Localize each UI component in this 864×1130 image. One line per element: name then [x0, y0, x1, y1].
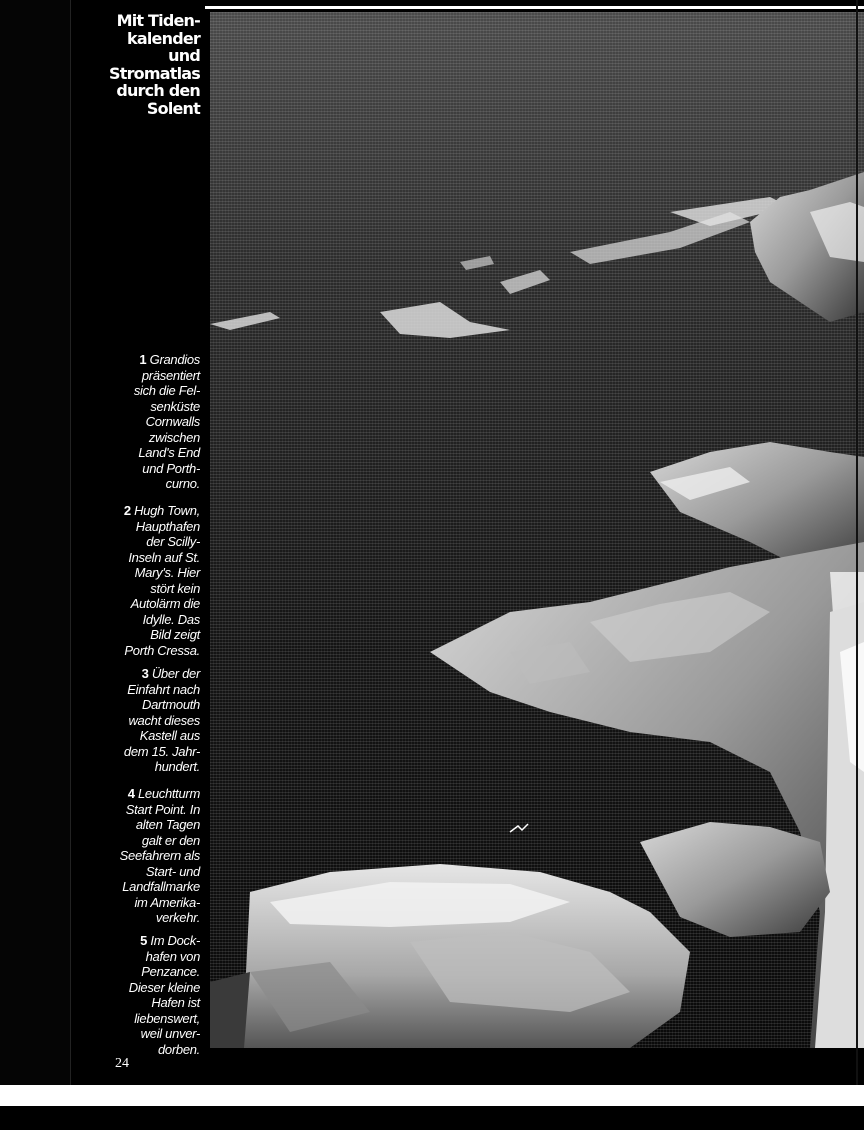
caption-line: Autolärm die	[130, 596, 200, 611]
headline-line: kalender	[127, 28, 200, 48]
caption-line: Cornwalls	[145, 414, 200, 429]
caption-line: Über der	[151, 666, 200, 681]
caption-line: Kastell aus	[139, 728, 200, 743]
headline-line: Solent	[146, 98, 200, 118]
caption-line: Leuchtturm	[137, 786, 200, 801]
caption-line: Idylle. Das	[142, 611, 200, 627]
caption-line: Bild zeigt	[150, 627, 200, 642]
headline-line: und	[168, 46, 200, 65]
caption-line: curno.	[165, 476, 200, 491]
caption-line: liebenswert,	[134, 1010, 200, 1026]
coastline-photo-illustration	[210, 12, 864, 1048]
caption-line: Inseln auf St.	[128, 549, 200, 565]
caption-number: 1	[139, 352, 147, 367]
caption-line: Dieser kleine	[128, 979, 200, 995]
scan-bottom-band	[0, 1106, 864, 1130]
headline	[50, 12, 200, 117]
caption-line: dorben.	[158, 1041, 200, 1057]
caption-line: präsentiert	[141, 367, 200, 383]
caption-line: stört kein	[150, 580, 200, 596]
caption-number: 3	[141, 666, 149, 681]
caption-line: verkehr.	[155, 910, 200, 925]
caption-number: 5	[140, 933, 148, 948]
page-number: 24	[115, 1056, 129, 1071]
caption-line: zwischen	[148, 429, 200, 445]
caption-5	[104, 933, 200, 1057]
caption-line: hafen von	[145, 948, 200, 964]
gutter-line	[856, 0, 858, 1085]
caption-line: senküste	[150, 398, 200, 414]
caption-line: Land's End	[138, 445, 200, 460]
caption-line: weil unver-	[140, 1026, 200, 1041]
headline-line: durch den	[116, 81, 200, 100]
caption-2	[104, 503, 200, 658]
scan-edge	[0, 0, 70, 1085]
caption-line: galt er den	[141, 832, 200, 848]
top-rule	[205, 6, 864, 9]
caption-line: Dartmouth	[142, 697, 200, 712]
coastline-photo	[210, 12, 864, 1048]
caption-line: Start- und	[145, 863, 200, 879]
caption-line: dem 15. Jahr-	[123, 743, 200, 759]
caption-line: Haupthafen	[135, 518, 200, 534]
caption-number: 4	[127, 786, 135, 801]
caption-line: der Scilly-	[146, 534, 200, 549]
caption-line: Mary's. Hier	[134, 565, 200, 580]
caption-line: und Porth-	[142, 460, 200, 476]
headline-line: Stromatlas	[109, 63, 200, 83]
caption-line: alten Tagen	[135, 817, 200, 832]
caption-line: Hugh Town,	[134, 503, 200, 518]
caption-4	[104, 786, 200, 926]
caption-line: Penzance.	[141, 964, 200, 979]
caption-line: Landfallmarke	[122, 879, 200, 894]
caption-line: Seefahrern als	[119, 848, 200, 863]
caption-line: Hafen ist	[151, 995, 200, 1010]
caption-3	[104, 666, 200, 775]
caption-line: sich die Fel-	[133, 383, 200, 398]
caption-line: Start Point. In	[125, 801, 200, 817]
headline-line: Mit Tiden-	[116, 11, 200, 30]
caption-line: Porth Cressa.	[124, 642, 200, 658]
caption-line: hundert.	[154, 759, 200, 774]
caption-line: Einfahrt nach	[127, 681, 200, 697]
caption-line: Im Dock-	[150, 933, 200, 948]
caption-1	[104, 352, 200, 492]
caption-line: im Amerika-	[134, 894, 200, 910]
caption-line: wacht dieses	[128, 712, 200, 728]
caption-number: 2	[123, 503, 131, 518]
caption-line: Grandios	[149, 352, 200, 367]
edge-divider	[70, 0, 71, 1085]
